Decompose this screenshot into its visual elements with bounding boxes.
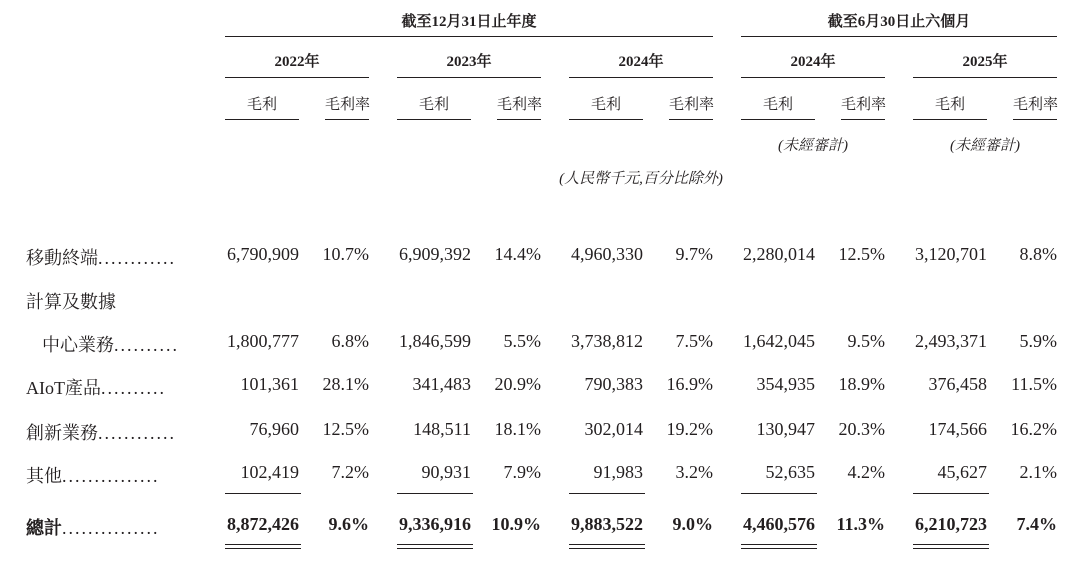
total-double-rule-2023: [397, 544, 473, 549]
table-cell-total: 9,883,522: [571, 514, 643, 534]
table-cell: 1,846,599: [399, 331, 471, 351]
table-cell: 5.5%: [503, 331, 541, 351]
table-cell: 91,983: [593, 462, 643, 482]
year-header-2023: 2023年: [446, 54, 492, 70]
col-gross-2023: 毛利: [418, 97, 449, 113]
table-cell: 174,566: [928, 419, 987, 439]
col-margin-2024-h1: 毛利率: [841, 97, 887, 113]
table-cell: 1,642,045: [743, 331, 815, 351]
col-gross-2024-rule: [569, 119, 643, 120]
table-cell: 18.9%: [838, 374, 885, 394]
table-cell: 2,493,371: [915, 331, 987, 351]
table-cell: 302,014: [584, 419, 643, 439]
col-gross-2022: 毛利: [246, 97, 277, 113]
table-cell: 4,960,330: [571, 244, 643, 264]
year-rule-2025-h1: [913, 77, 1057, 78]
table-cell: 18.1%: [494, 419, 541, 439]
table-cell: 1,800,777: [227, 331, 299, 351]
table-cell: 102,419: [240, 462, 299, 482]
col-margin-2024-rule: [669, 119, 713, 120]
table-cell: 341,483: [412, 374, 471, 394]
unaudited-note-2025: (未經審計): [950, 138, 1020, 154]
col-margin-2024: 毛利率: [669, 97, 715, 113]
table-cell: 28.1%: [322, 374, 369, 394]
subtotal-rule-2022: [225, 493, 301, 494]
total-double-rule-2025-h1: [913, 544, 989, 549]
table-cell: 12.5%: [322, 419, 369, 439]
table-cell: 148,511: [413, 419, 471, 439]
table-cell: 14.4%: [494, 244, 541, 264]
total-double-rule-2024: [569, 544, 645, 549]
row-label-innovation: 創新業務............: [26, 423, 176, 443]
year-header-2022: 2022年: [274, 54, 320, 70]
col-gross-2024-h1-rule: [741, 119, 815, 120]
col-gross-2025-h1: 毛利: [934, 97, 965, 113]
header-year-ended: 截至12月31日止年度: [401, 14, 537, 30]
table-cell: 12.5%: [838, 244, 885, 264]
year-header-2024-h1: 2024年: [790, 54, 836, 70]
year-rule-2024-h1: [741, 77, 885, 78]
table-cell: 354,935: [756, 374, 815, 394]
header-six-months-rule: [741, 36, 1057, 37]
table-cell: 6,909,392: [399, 244, 471, 264]
table-cell-total: 9.6%: [328, 514, 369, 534]
table-cell: 5.9%: [1019, 331, 1057, 351]
table-cell: 3.2%: [675, 462, 713, 482]
table-cell-total: 10.9%: [491, 514, 541, 534]
col-gross-2025-h1-rule: [913, 119, 987, 120]
year-header-2025-h1: 2025年: [962, 54, 1008, 70]
subtotal-rule-2024: [569, 493, 645, 494]
table-cell: 130,947: [756, 419, 815, 439]
col-margin-2023-rule: [497, 119, 541, 120]
table-cell: 3,738,812: [571, 331, 643, 351]
table-cell-total: 9.0%: [672, 514, 713, 534]
unit-note: (人民幣千元,百分比除外): [559, 171, 723, 187]
table-cell: 101,361: [240, 374, 299, 394]
table-cell: 20.9%: [494, 374, 541, 394]
table-cell: 7.2%: [331, 462, 369, 482]
table-cell: 11.5%: [1011, 374, 1057, 394]
row-label-computing: 中心業務..........: [42, 335, 179, 355]
year-rule-2023: [397, 77, 541, 78]
table-cell: 9.5%: [847, 331, 885, 351]
col-margin-2022-rule: [325, 119, 369, 120]
table-cell: 4.2%: [847, 462, 885, 482]
year-header-2024: 2024年: [618, 54, 664, 70]
year-rule-2022: [225, 77, 369, 78]
subtotal-rule-2023: [397, 493, 473, 494]
col-margin-2023: 毛利率: [497, 97, 543, 113]
year-rule-2024: [569, 77, 713, 78]
table-cell: 76,960: [249, 419, 299, 439]
col-margin-2025-h1-rule: [1013, 119, 1057, 120]
unaudited-note-2024: (未經審計): [778, 138, 848, 154]
table-cell: 376,458: [928, 374, 987, 394]
col-gross-2022-rule: [225, 119, 299, 120]
table-cell: 10.7%: [322, 244, 369, 264]
table-cell: 19.2%: [666, 419, 713, 439]
table-cell: 8.8%: [1019, 244, 1057, 264]
table-cell: 16.9%: [666, 374, 713, 394]
col-gross-2024-h1: 毛利: [762, 97, 793, 113]
table-cell: 7.9%: [503, 462, 541, 482]
row-label-aiot: AIoT產品..........: [26, 378, 166, 398]
header-six-months: 截至6月30日止六個月: [827, 14, 971, 30]
table-cell: 6,790,909: [227, 244, 299, 264]
table-cell-total: 11.3%: [836, 514, 885, 534]
table-cell: 16.2%: [1010, 419, 1057, 439]
col-gross-2024: 毛利: [590, 97, 621, 113]
table-cell-total: 7.4%: [1016, 514, 1057, 534]
table-cell: 9.7%: [675, 244, 713, 264]
table-cell: 3,120,701: [915, 244, 987, 264]
row-label-others: 其他...............: [26, 466, 160, 486]
subtotal-rule-2025-h1: [913, 493, 989, 494]
table-cell: 6.8%: [331, 331, 369, 351]
table-cell: 2.1%: [1019, 462, 1057, 482]
table-cell: 7.5%: [675, 331, 713, 351]
table-cell-total: 4,460,576: [743, 514, 815, 534]
total-double-rule-2024-h1: [741, 544, 817, 549]
table-cell: 90,931: [421, 462, 471, 482]
table-cell: 2,280,014: [743, 244, 815, 264]
row-label-total: 總計...............: [26, 518, 160, 538]
row-label-computing-line1: 計算及數據: [26, 292, 116, 312]
col-margin-2022: 毛利率: [325, 97, 371, 113]
header-year-ended-rule: [225, 36, 713, 37]
col-margin-2024-h1-rule: [841, 119, 885, 120]
table-cell: 52,635: [765, 462, 815, 482]
table-cell: 790,383: [584, 374, 643, 394]
total-double-rule-2022: [225, 544, 301, 549]
table-cell: 20.3%: [838, 419, 885, 439]
table-cell-total: 6,210,723: [915, 514, 987, 534]
table-cell: 45,627: [937, 462, 987, 482]
table-cell-total: 8,872,426: [227, 514, 299, 534]
col-margin-2025-h1: 毛利率: [1013, 97, 1059, 113]
subtotal-rule-2024-h1: [741, 493, 817, 494]
row-label-mobile: 移動終端............: [26, 248, 176, 268]
table-cell-total: 9,336,916: [399, 514, 471, 534]
col-gross-2023-rule: [397, 119, 471, 120]
